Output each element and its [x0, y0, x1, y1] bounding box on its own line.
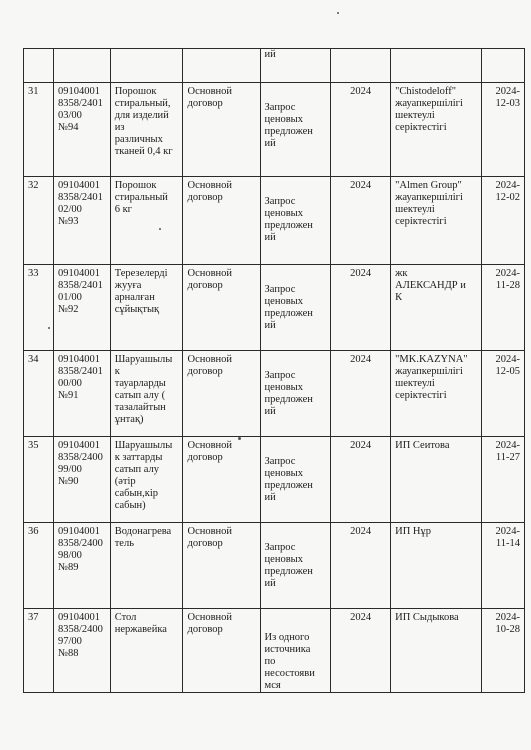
- supplier-text: "Almen Group" жауапкершілігі шектеулі серіктестігі: [395, 180, 463, 227]
- table-row: [24, 177, 525, 265]
- cell-code: [53, 437, 110, 523]
- cell-contract: [183, 437, 260, 523]
- date-text: 2024- 12-02: [495, 180, 520, 203]
- cell-num: [24, 49, 54, 83]
- name-text: Шаруашылы к тауарларды сатып алу ( тазалайтын ұнтақ): [114, 354, 173, 425]
- num-text: 34: [28, 354, 39, 365]
- num-text: 37: [28, 612, 39, 623]
- contract-text: Основной договор: [187, 612, 233, 635]
- num-text: 35: [28, 440, 39, 451]
- cell-date: [482, 523, 525, 609]
- cell-name: [110, 351, 183, 437]
- cell-supplier: [391, 609, 482, 693]
- num-text: 32: [28, 180, 39, 191]
- cell-method: [260, 351, 331, 437]
- cell-contract: [183, 265, 260, 351]
- name-text: Порошок стиральный 6 кг: [114, 180, 168, 215]
- cell-date: [482, 351, 525, 437]
- table-row: [24, 523, 525, 609]
- code-text: 09104001 8358/2400 99/00 №90: [57, 440, 103, 487]
- contract-text: Основной договор: [187, 86, 233, 109]
- method-text: Запрос ценовых предложен ий: [264, 370, 313, 417]
- method-text: Запрос ценовых предложен ий: [264, 542, 313, 589]
- cell-num: [24, 83, 54, 177]
- date-text: 2024- 11-14: [495, 526, 520, 549]
- contract-text: Основной договор: [187, 354, 233, 377]
- cell-name: [110, 609, 183, 693]
- cell-code: [53, 265, 110, 351]
- cell-code: [53, 609, 110, 693]
- name-text: Шаруашылы к заттарды сатып алу (әтір сабын,кір сабын): [114, 440, 173, 511]
- cell-date: [482, 177, 525, 265]
- cell-name: [110, 437, 183, 523]
- cell-year: [331, 177, 391, 265]
- cell-method: [260, 265, 331, 351]
- contract-text: Основной договор: [187, 526, 233, 549]
- cell-contract: [183, 351, 260, 437]
- cell-contract: [183, 609, 260, 693]
- cell-supplier: [391, 83, 482, 177]
- cell-method: [260, 49, 331, 83]
- cell-year: [331, 437, 391, 523]
- cell-contract: [183, 49, 260, 83]
- name-text: Терезелерді жууға арналған сұйықтық: [114, 268, 168, 315]
- date-text: 2024- 12-05: [495, 354, 520, 377]
- table-row: [24, 351, 525, 437]
- cell-num: [24, 523, 54, 609]
- cell-supplier: [391, 177, 482, 265]
- scan-speck: [159, 228, 161, 230]
- year-text: 2024: [350, 612, 372, 623]
- table-row: [24, 437, 525, 523]
- name-text: Стол нержавейка: [114, 612, 167, 635]
- cell-year: [331, 351, 391, 437]
- code-text: 09104001 8358/2401 00/00 №91: [57, 354, 103, 401]
- cell-year: [331, 83, 391, 177]
- year-text: 2024: [350, 440, 372, 451]
- cell-date: [482, 49, 525, 83]
- scan-speck: [238, 437, 241, 440]
- method-text: Запрос ценовых предложен ий: [264, 102, 313, 149]
- cell-supplier: [391, 49, 482, 83]
- cell-date: [482, 83, 525, 177]
- cell-code: [53, 83, 110, 177]
- cell-name: [110, 177, 183, 265]
- code-text: 09104001 8358/2400 98/00 №89: [57, 526, 103, 573]
- cell-contract: [183, 523, 260, 609]
- cell-supplier: [391, 351, 482, 437]
- procurement-table: [23, 48, 525, 693]
- cell-num: [24, 265, 54, 351]
- cell-supplier: [391, 265, 482, 351]
- cell-date: [482, 609, 525, 693]
- num-text: 33: [28, 268, 39, 279]
- table-row: [24, 83, 525, 177]
- date-text: 2024- 10-28: [495, 612, 520, 635]
- cell-num: [24, 351, 54, 437]
- cell-contract: [183, 177, 260, 265]
- supplier-text: "MK.KAZYNA" жауапкершілігі шектеулі серіктестігі: [395, 354, 468, 401]
- cell-name: [110, 83, 183, 177]
- name-text: Водонагрева тель: [114, 526, 172, 549]
- cell-year: [331, 265, 391, 351]
- cell-code: [53, 523, 110, 609]
- contract-text: Основной договор: [187, 180, 233, 203]
- cell-date: [482, 437, 525, 523]
- method-text: Из одного источника по несостояви мся: [264, 632, 315, 691]
- cell-code: [53, 351, 110, 437]
- cell-method: [260, 83, 331, 177]
- code-text: 09104001 8358/2400 97/00 №88: [57, 612, 103, 659]
- method-text: ий: [264, 49, 276, 60]
- code-text: 09104001 8358/2401 01/00 №92: [57, 268, 103, 315]
- cell-num: [24, 437, 54, 523]
- code-text: 09104001 8358/2401 02/00 №93: [57, 180, 103, 227]
- num-text: 36: [28, 526, 39, 537]
- table-row: [24, 265, 525, 351]
- cell-name: [110, 523, 183, 609]
- cell-method: [260, 177, 331, 265]
- scan-speck: [337, 12, 339, 14]
- cell-year: [331, 523, 391, 609]
- cell-method: [260, 523, 331, 609]
- table-row: [24, 609, 525, 693]
- cell-date: [482, 265, 525, 351]
- cell-code: [53, 49, 110, 83]
- cell-name: [110, 265, 183, 351]
- year-text: 2024: [350, 86, 372, 97]
- year-text: 2024: [350, 354, 372, 365]
- year-text: 2024: [350, 526, 372, 537]
- date-text: 2024- 11-27: [495, 440, 520, 463]
- supplier-text: "Chistodeloff" жауапкершілігі шектеулі серіктестігі: [395, 86, 463, 133]
- cell-num: [24, 609, 54, 693]
- year-text: 2024: [350, 180, 372, 191]
- cell-year: [331, 49, 391, 83]
- supplier-text: жк АЛЕКСАНДР и К: [395, 268, 466, 303]
- cell-supplier: [391, 437, 482, 523]
- supplier-text: ИП Нұр: [395, 526, 431, 537]
- scan-speck: [48, 327, 50, 329]
- cell-contract: [183, 83, 260, 177]
- code-text: 09104001 8358/2401 03/00 №94: [57, 86, 103, 133]
- cell-method: [260, 437, 331, 523]
- contract-text: Основной договор: [187, 268, 233, 291]
- method-text: Запрос ценовых предложен ий: [264, 456, 313, 503]
- cell-code: [53, 177, 110, 265]
- date-text: 2024- 11-28: [495, 268, 520, 291]
- method-text: Запрос ценовых предложен ий: [264, 196, 313, 243]
- method-text: Запрос ценовых предложен ий: [264, 284, 313, 331]
- table-row-continued: [24, 49, 525, 83]
- year-text: 2024: [350, 268, 372, 279]
- cell-num: [24, 177, 54, 265]
- contract-text: Основной договор: [187, 440, 233, 463]
- name-text: Порошок стиральный, для изделий из различных тканей 0,4 кг: [114, 86, 173, 157]
- date-text: 2024- 12-03: [495, 86, 520, 109]
- cell-supplier: [391, 523, 482, 609]
- supplier-text: ИП Сеитова: [395, 440, 450, 451]
- cell-method: [260, 609, 331, 693]
- cell-year: [331, 609, 391, 693]
- supplier-text: ИП Сыдыкова: [395, 612, 459, 623]
- cell-name: [110, 49, 183, 83]
- num-text: 31: [28, 86, 39, 97]
